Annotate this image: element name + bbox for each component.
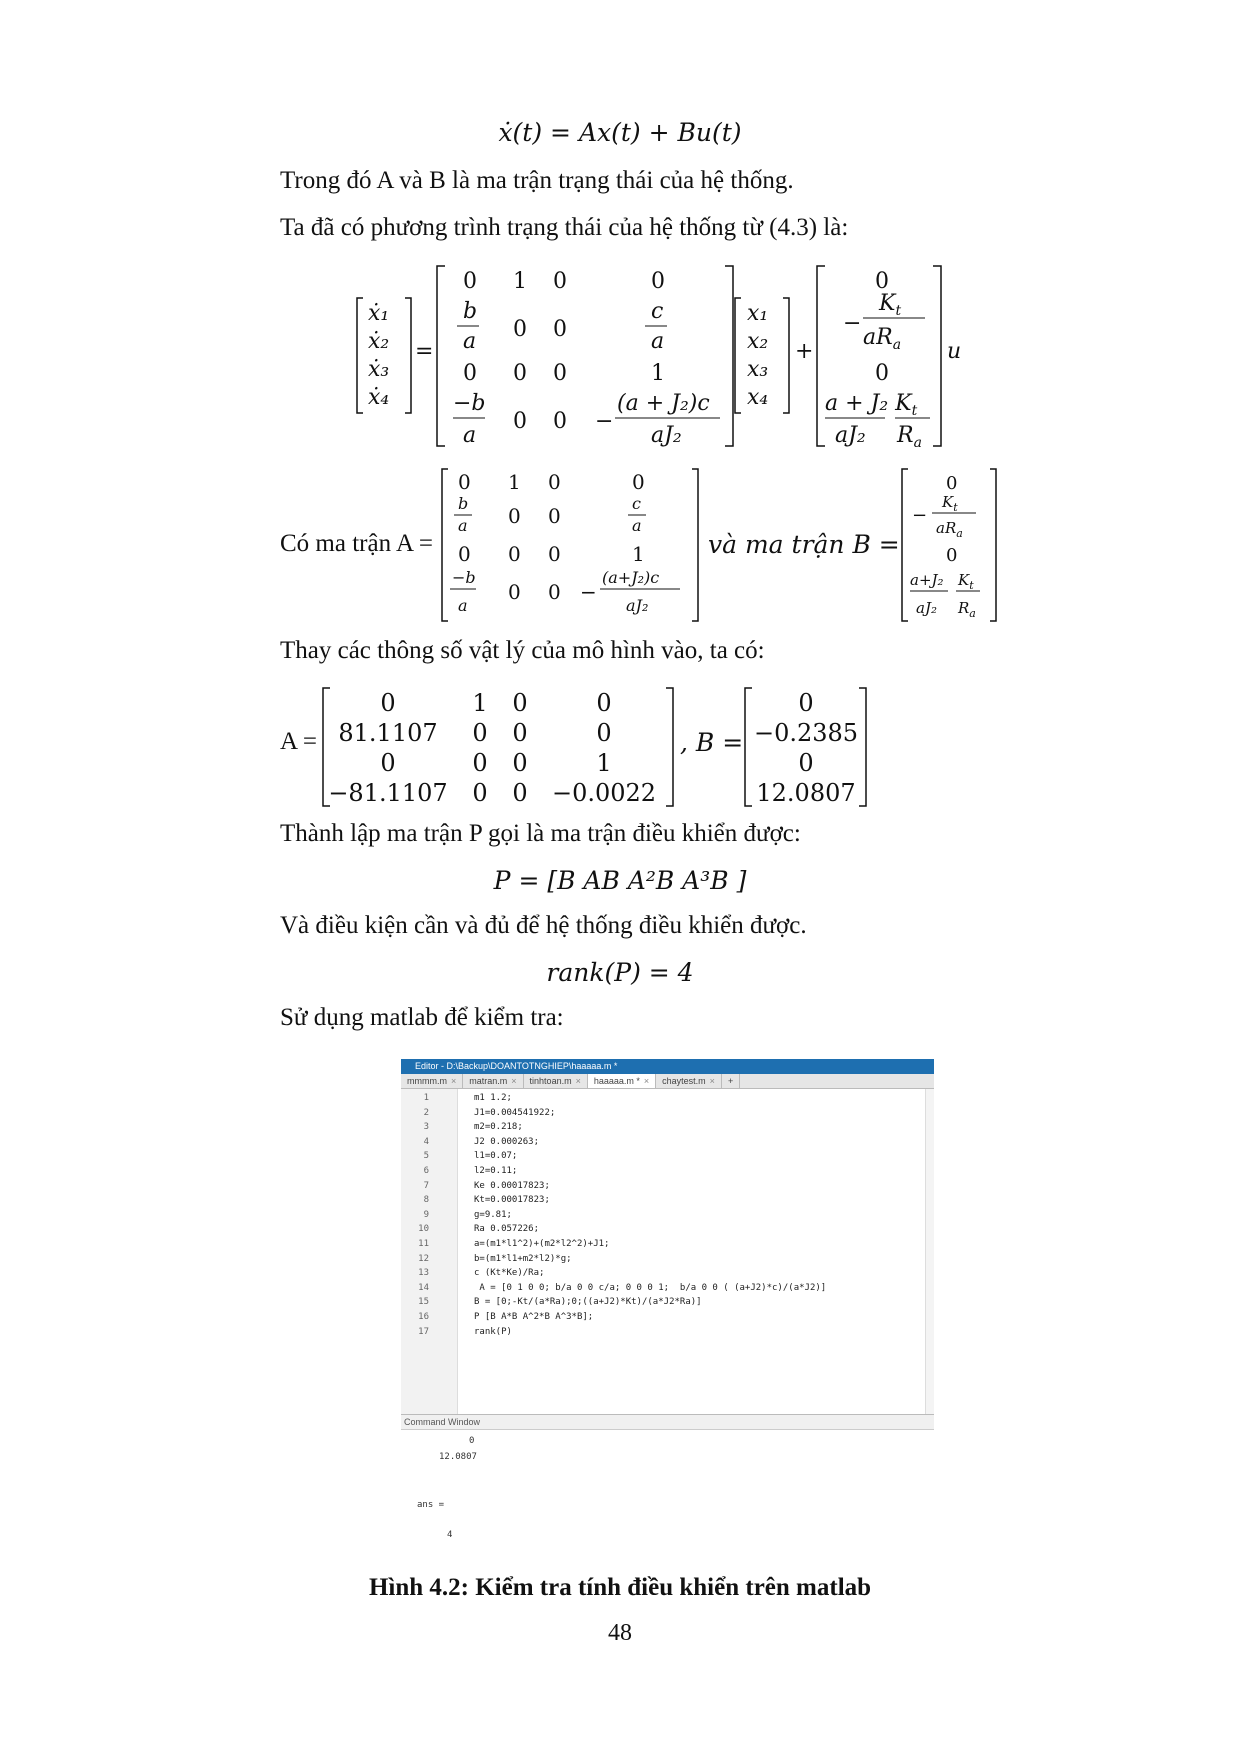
line-number: 11 <box>418 1239 429 1249</box>
code-text: l2=0.11; <box>474 1166 518 1176</box>
svg-text:aRa: $aR_a$ <box>863 325 902 353</box>
code-text: a=(m1*l1^2)+(m2*l2^2)+J1; <box>474 1239 610 1249</box>
line-number: 3 <box>423 1122 429 1133</box>
code-text: B = [0;-Kt/(a*Ra);0;((a+J2)*Kt)/(a*J2*Ra)] <box>474 1297 702 1308</box>
code-line[interactable] <box>401 1208 921 1222</box>
matrix-A-cell: 0 <box>472 749 488 777</box>
line-number: 2 <box>423 1107 429 1118</box>
symbolic-matrix-A <box>440 465 700 625</box>
add-tab-icon[interactable]: + <box>722 1074 740 1088</box>
svg-text:aJ₂: aJ₂ <box>916 599 937 617</box>
svg-text:ẋ₂: ẋ₂ <box>368 329 390 354</box>
svg-text:1: 1 <box>508 470 521 494</box>
svg-text:0: 0 <box>508 504 521 528</box>
matrix-A-cell: 0 <box>380 749 396 777</box>
matrix-B-cell: 12.0807 <box>756 779 856 807</box>
svg-text:b: b <box>463 299 478 324</box>
svg-text:0: 0 <box>513 361 527 386</box>
svg-text:x₃: x₃ <box>747 357 769 382</box>
svg-text:0: 0 <box>463 269 477 294</box>
matrix-A-cell: −0.0022 <box>551 779 657 807</box>
svg-text:x₂: x₂ <box>747 329 769 354</box>
code-line[interactable] <box>401 1310 921 1324</box>
matrix-A-cell: 0 <box>472 719 488 747</box>
svg-text:0: 0 <box>548 542 561 566</box>
line-number: 16 <box>418 1312 429 1322</box>
paragraph-controllability-matrix: Thành lập ma trận P gọi là ma trận điều khiển được: <box>280 820 801 847</box>
svg-text:Kt: $K_t$ <box>879 291 902 319</box>
svg-text:0: 0 <box>548 580 561 604</box>
tab-tinhtoan[interactable]: tinhtoan.m × <box>524 1074 588 1088</box>
svg-text:aRa: $aR_a$ <box>936 519 963 540</box>
numeric-matrix-A <box>320 684 680 810</box>
code-text: Ra 0.057226; <box>474 1224 540 1235</box>
svg-text:0: 0 <box>458 470 471 494</box>
svg-text:0: 0 <box>553 317 567 342</box>
svg-text:0: 0 <box>508 542 521 566</box>
tab-matran[interactable]: matran.m × <box>463 1074 523 1088</box>
svg-text:0: 0 <box>553 269 567 294</box>
svg-text:x₁: x₁ <box>747 301 769 326</box>
code-line[interactable] <box>401 1222 921 1236</box>
code-text: J1=0.004541922; <box>474 1107 556 1118</box>
numeric-matrix-B <box>742 684 872 810</box>
code-text: P [B A*B A^2*B A^3*B]; <box>474 1312 594 1322</box>
code-text: J2 0.000263; <box>474 1136 540 1147</box>
label-A-numeric: A = <box>280 728 318 755</box>
svg-text:0: 0 <box>632 470 645 494</box>
svg-text:0: 0 <box>513 317 527 342</box>
svg-text:(a+J₂)c: (a+J₂)c <box>602 568 660 587</box>
matrix-A-cell: 0 <box>512 749 528 777</box>
code-line[interactable] <box>401 1091 921 1105</box>
svg-text:0: 0 <box>651 269 665 294</box>
code-text: m1 1.2; <box>474 1093 512 1103</box>
svg-text:(a + J₂)c: (a + J₂)c <box>617 391 710 416</box>
matrix-B-cell: 0 <box>798 749 814 777</box>
svg-text:0: 0 <box>946 473 958 494</box>
svg-text:aJ₂: aJ₂ <box>651 423 682 448</box>
svg-text:Ra: $R_a$ <box>958 599 976 620</box>
svg-text:−: − <box>912 505 928 526</box>
line-number: 1 <box>423 1093 429 1103</box>
matlab-screenshot <box>401 1059 934 1559</box>
code-text: b=(m1*l1+m2*l2)*g; <box>474 1253 572 1264</box>
matrix-A-cell: 0 <box>380 689 396 717</box>
close-icon[interactable]: × <box>511 1076 517 1086</box>
svg-text:1: 1 <box>632 542 645 566</box>
matrix-A-cell: 81.1107 <box>338 719 438 747</box>
paragraph-use-matlab: Sử dụng matlab để kiểm tra: <box>280 1004 564 1031</box>
svg-text:1: 1 <box>513 269 527 294</box>
code-line[interactable] <box>401 1120 921 1134</box>
code-line[interactable] <box>401 1295 921 1309</box>
code-line[interactable] <box>401 1149 921 1163</box>
cmd-output-rank: 4 <box>447 1530 453 1540</box>
matrix-A-cell: 1 <box>472 689 488 717</box>
svg-text:aJ₂: aJ₂ <box>626 596 649 615</box>
svg-text:0: 0 <box>553 409 567 434</box>
command-window-title: Command Window <box>401 1415 934 1430</box>
state-equation: ẋ(t) = Ax(t) + Bu(t) <box>498 118 742 147</box>
command-window[interactable] <box>401 1430 934 1570</box>
matlab-tab-bar <box>401 1074 934 1089</box>
matrix-A-cell: 0 <box>596 689 612 717</box>
code-text: l1=0.07; <box>474 1151 518 1162</box>
paragraph-state-matrices: Trong đó A và B là ma trận trạng thái của hệ thống. <box>280 167 794 194</box>
matlab-code-editor[interactable] <box>401 1089 934 1415</box>
code-line[interactable] <box>401 1237 921 1251</box>
close-icon[interactable]: × <box>451 1076 457 1086</box>
editor-scrollbar[interactable] <box>925 1089 934 1414</box>
code-line[interactable] <box>401 1325 921 1339</box>
code-line[interactable] <box>401 1193 921 1207</box>
label-B-numeric: , B = <box>680 728 744 757</box>
paragraph-condition: Và điều kiện cần và đủ để hệ thống điều khiển được. <box>280 912 807 939</box>
svg-text:x₄: x₄ <box>747 385 769 410</box>
close-icon[interactable]: × <box>709 1076 715 1086</box>
cmd-ans-label: ans = <box>417 1500 445 1510</box>
svg-text:=: = <box>415 339 434 364</box>
code-line[interactable] <box>401 1164 921 1178</box>
matrix-B-cell: −0.2385 <box>753 719 859 747</box>
code-text: Ke 0.00017823; <box>474 1180 550 1191</box>
line-number: 13 <box>418 1268 429 1279</box>
svg-text:0: 0 <box>508 580 521 604</box>
code-line[interactable] <box>401 1281 921 1295</box>
code-line[interactable] <box>401 1252 921 1266</box>
code-text: Kt=0.00017823; <box>474 1195 550 1206</box>
line-number: 10 <box>418 1224 429 1235</box>
svg-text:0: 0 <box>875 361 889 386</box>
line-number: 5 <box>423 1151 429 1162</box>
svg-text:0: 0 <box>946 545 958 566</box>
code-line[interactable] <box>401 1106 921 1120</box>
svg-text:0: 0 <box>548 470 561 494</box>
line-number: 14 <box>418 1282 429 1293</box>
symbolic-matrix-B <box>900 465 1000 625</box>
paragraph-substitute-values: Thay các thông số vật lý của mô hình vào, ta có: <box>280 637 765 664</box>
label-matrix-B-symbolic: và ma trận B = <box>708 530 900 559</box>
svg-text:aJ₂: aJ₂ <box>835 423 866 448</box>
matrix-A-cell: −81.1107 <box>328 779 448 807</box>
line-number: 6 <box>423 1166 429 1176</box>
page-number: 48 <box>608 1620 632 1646</box>
svg-text:u: u <box>947 339 962 364</box>
svg-text:0: 0 <box>875 269 889 294</box>
matrix-A-cell: 0 <box>512 689 528 717</box>
code-text: A = [0 1 0 0; b/a 0 0 c/a; 0 0 0 1; b/a 0 0 ( (a+J2)*c)/(a*J2)] <box>474 1282 827 1293</box>
line-number: 15 <box>418 1297 429 1308</box>
line-number: 8 <box>423 1195 429 1206</box>
matrix-B-cell: 0 <box>798 689 814 717</box>
svg-text:b: b <box>458 494 469 513</box>
matrix-A-cell: 0 <box>512 719 528 747</box>
tab-haaaaa[interactable]: haaaaa.m * × <box>588 1074 656 1088</box>
figure-caption: Hình 4.2: Kiểm tra tính điều khiển trên matlab <box>368 1574 872 1601</box>
svg-text:0: 0 <box>463 361 477 386</box>
matrix-A-cell: 1 <box>596 749 612 777</box>
svg-text:Ra: $R_a$ <box>897 423 922 451</box>
close-icon[interactable]: × <box>643 1076 650 1086</box>
svg-text:−: − <box>843 311 862 336</box>
svg-text:0: 0 <box>458 542 471 566</box>
svg-text:a: a <box>463 423 477 448</box>
equation-P: P = [B AB A²B A³B ] <box>493 866 747 895</box>
svg-text:a: a <box>651 329 665 354</box>
code-text: m2=0.218; <box>474 1122 523 1133</box>
svg-text:−: − <box>595 409 614 434</box>
matlab-editor-title: Editor - D:\Backup\DOANTOTNGHIEP\haaaaa.m * <box>401 1059 934 1074</box>
line-number: 4 <box>423 1136 429 1147</box>
svg-text:ẋ₃: ẋ₃ <box>368 357 390 382</box>
svg-text:ẋ₄: ẋ₄ <box>368 385 390 410</box>
svg-text:c: c <box>651 299 664 324</box>
svg-text:a: a <box>463 329 477 354</box>
svg-text:a: a <box>458 516 468 535</box>
label-matrix-A-symbolic: Có ma trận A = <box>280 530 433 557</box>
cmd-output-zero: 0 <box>469 1436 475 1446</box>
svg-text:Kt: $K_t$ <box>942 493 958 514</box>
svg-text:ẋ₁: ẋ₁ <box>368 301 390 326</box>
line-number: 9 <box>423 1209 429 1220</box>
cmd-output-value: 12.0807 <box>439 1452 477 1462</box>
svg-text:1: 1 <box>651 361 665 386</box>
matrix-A-cell: 0 <box>512 779 528 807</box>
matrix-A-cell: 0 <box>596 719 612 747</box>
code-text: rank(P) <box>474 1326 512 1337</box>
paragraph-state-equation-intro: Ta đã có phương trình trạng thái của hệ thống từ (4.3) là: <box>280 214 849 241</box>
code-line[interactable] <box>401 1179 921 1193</box>
svg-text:a: a <box>632 516 642 535</box>
svg-text:a + J₂ Kt: a + J₂ $K_t$ <box>825 391 918 419</box>
svg-text:Kt: $K_t$ <box>958 571 974 592</box>
svg-text:a+J₂: a+J₂ <box>910 571 944 589</box>
tab-chaytest[interactable]: chaytest.m × <box>656 1074 722 1088</box>
code-text: c (Kt*Ke)/Ra; <box>474 1268 545 1279</box>
symbolic-state-space-equation <box>355 258 962 453</box>
code-line[interactable] <box>401 1266 921 1280</box>
tab-mmmm[interactable]: mmmm.m × <box>401 1074 463 1088</box>
line-number: 7 <box>423 1180 429 1191</box>
svg-text:0: 0 <box>553 361 567 386</box>
equation-rank: rank(P) = 4 <box>546 958 694 987</box>
svg-text:−b: −b <box>453 391 486 416</box>
svg-text:0: 0 <box>513 409 527 434</box>
code-text: g=9.81; <box>474 1209 512 1220</box>
svg-text:−b: −b <box>452 568 476 587</box>
close-icon[interactable]: × <box>575 1076 581 1086</box>
line-number: 17 <box>418 1326 429 1337</box>
matrix-A-cell: 0 <box>472 779 488 807</box>
svg-text:0: 0 <box>548 504 561 528</box>
svg-text:a: a <box>458 596 468 615</box>
code-line[interactable] <box>401 1135 921 1149</box>
svg-text:+: + <box>795 339 814 364</box>
svg-text:c: c <box>632 494 641 513</box>
svg-text:−: − <box>580 580 597 604</box>
line-number: 12 <box>418 1253 429 1264</box>
